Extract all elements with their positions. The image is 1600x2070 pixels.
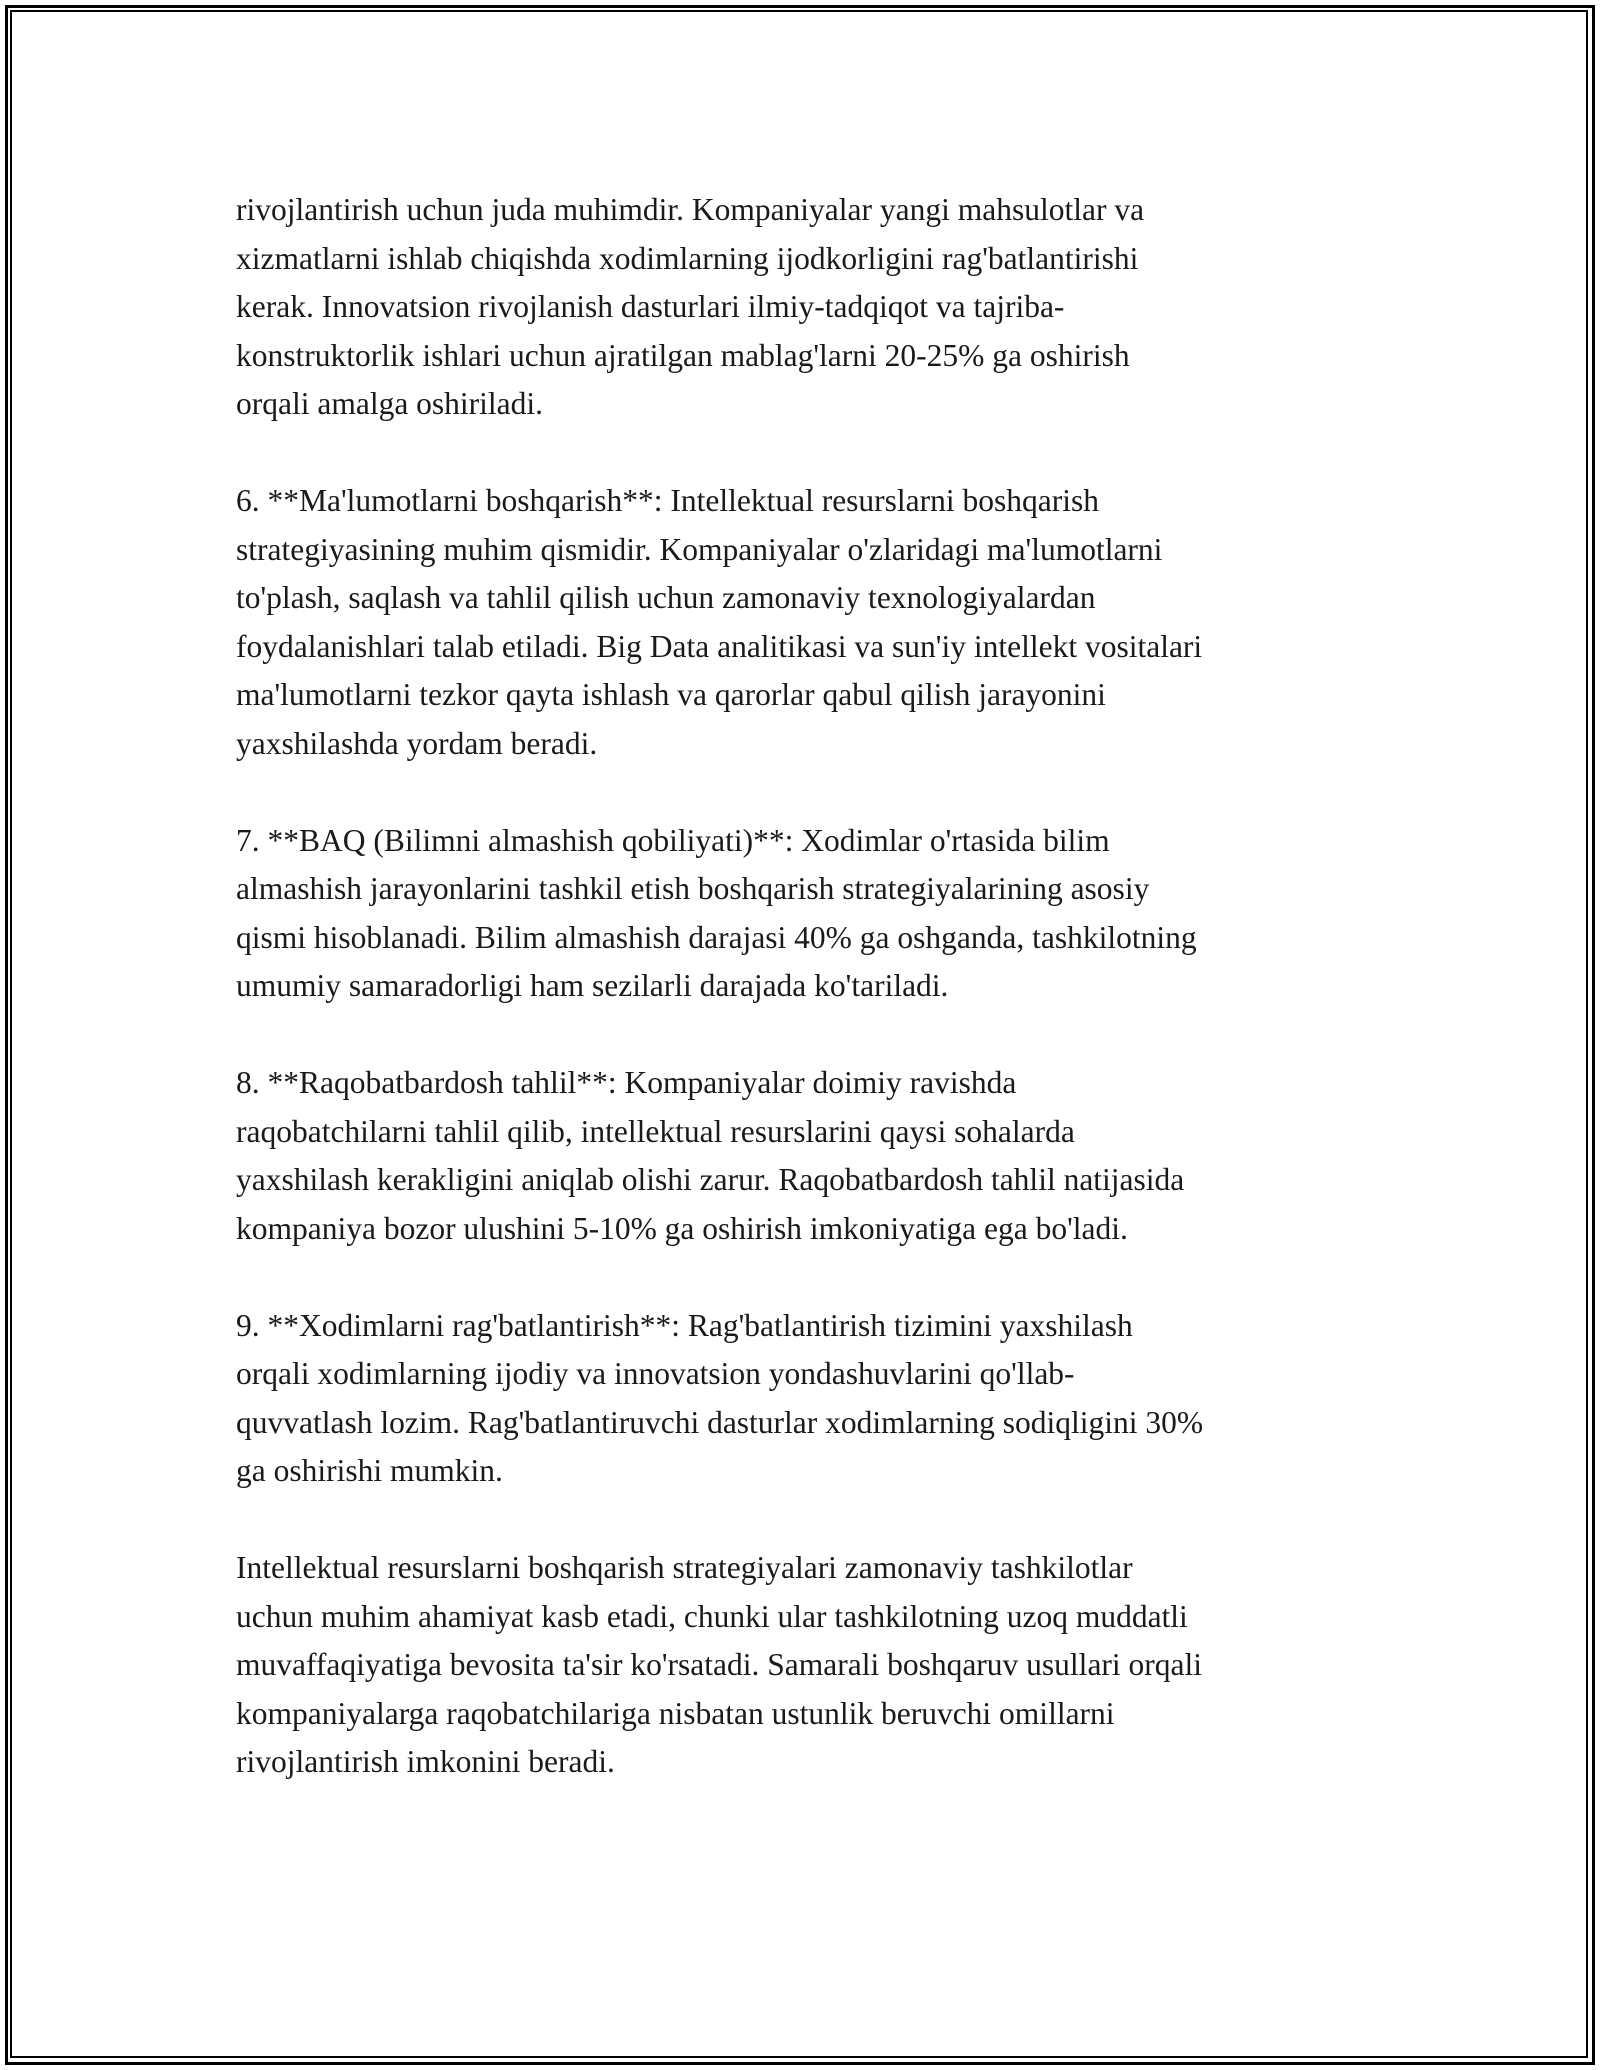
paragraph-knowledge-sharing: 7. **BAQ (Bilimni almashish qobiliyati)**: Xodimlar o'rtasida bilim almashish jarayonlarini tashkil etish boshqarish strategiyalarining asosiy qismi hisoblanadi. Bilim almashish darajasi 40% ga oshganda, tashkilotning umumiy samaradorligi ham sezilarli darajada ko'tariladi. bbox=[236, 822, 1197, 1003]
paragraph-conclusion: Intellektual resurslarni boshqarish strategiyalari zamonaviy tashkilotlar uchun muhim ahamiyat kasb etadi, chunki ular tashkilotning uzoq muddatli muvaffaqiyatiga bevosita ta'sir ko'rsatadi. Samarali boshqaruv usullari orqali kompaniyalarga raqobatchilariga nisbatan ustunlik beruvchi omillarni rivojlantirish imkonini beradi. bbox=[236, 1550, 1203, 1779]
paragraph-innovation-continuation: rivojlantirish uchun juda muhimdir. Kompaniyalar yangi mahsulotlar va xizmatlarni ishlab chiqishda xodimlarning ijodkorligini rag'batlantirishi kerak. Innovatsion rivojlanish dasturlari ilmiy-tadqiqot va tajriba- konstruktorlik ishlari uchun ajratilgan mablag'larni 20-25% ga oshirish orqali amalga oshiriladi. bbox=[236, 192, 1145, 421]
paragraph-competitive-analysis: 8. **Raqobatbardosh tahlil**: Kompaniyalar doimiy ravishda raqobatchilarni tahlil qilib, intellektual resurslarini qaysi sohalarda yaxshilash kerakligini aniqlab olishi zarur. Raqobatbardosh tahlil natijasida kompaniya bozor ulushini 5-10% ga oshirish imkoniyatiga ega bo'ladi. bbox=[236, 1065, 1185, 1246]
paragraph-data-management: 6. **Ma'lumotlarni boshqarish**: Intellektual resurslarni boshqarish strategiyasining muhim qismidir. Kompaniyalar o'zlaridagi ma'lumotlarni to'plash, saqlash va tahlil qilish uchun zamonaviy texnologiyalardan foydalanishlari talab etiladi. Big Data analitikasi va sun'iy intellekt vositalari ma'lumotlarni tezkor qayta ishlash va qarorlar qabul qilish jarayonini yaxshilashda yordam beradi. bbox=[236, 483, 1203, 761]
document-body bbox=[236, 186, 1376, 1787]
paragraph-employee-motivation: 9. **Xodimlarni rag'batlantirish**: Rag'batlantirish tizimini yaxshilash orqali xodimlarning ijodiy va innovatsion yondashuvlarini qo'llab- quvvatlash lozim. Rag'batlantiruvchi dasturlar xodimlarning sodiqligini 30% ga oshirishi mumkin. bbox=[236, 1307, 1204, 1488]
